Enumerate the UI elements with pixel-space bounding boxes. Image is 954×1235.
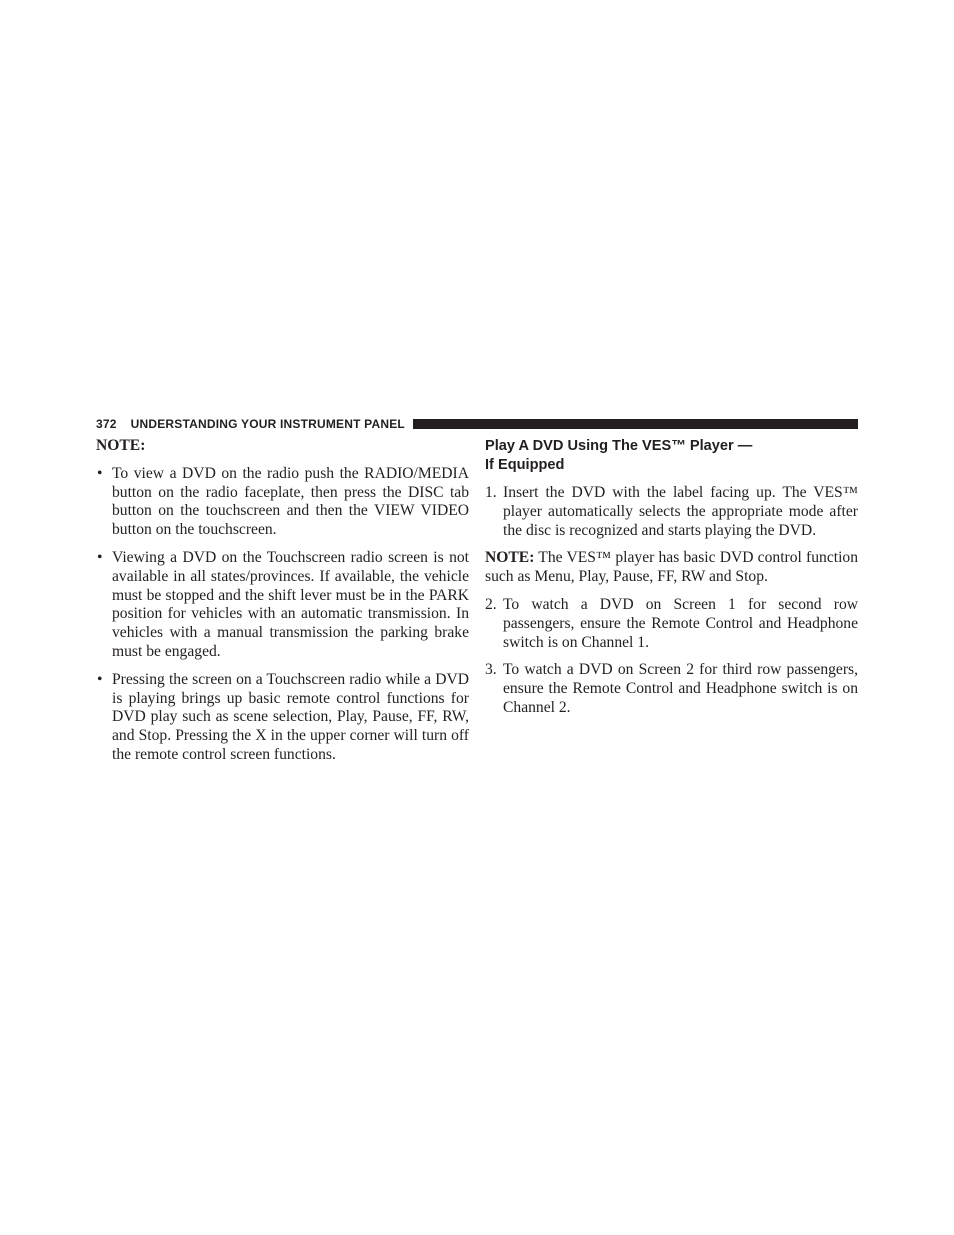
header-rule [413,419,858,429]
bullet-icon: • [97,670,103,688]
note-bullet-list [96,465,469,765]
bullet-text: Viewing a DVD on the Touchscreen radio screen is not available in all states/provinces. If available, the vehicle must be stopped and the shift lever must be in the PARK position for vehicles with an automatic transmission. In vehicles with a manual transmission the parking brake must be engaged. [112,548,469,660]
steps-list-a [485,484,858,540]
note-text: The VES™ player has basic DVD control function such as Menu, Play, Pause, FF, RW and Stop. [485,549,858,586]
list-item [96,549,469,662]
page-number: 372 [96,417,117,431]
section-title: UNDERSTANDING YOUR INSTRUMENT PANEL [130,417,405,431]
right-column [485,437,858,727]
section-heading [485,437,858,475]
note-heading: NOTE: [96,437,146,454]
step-number: 3. [485,661,497,679]
bullet-text: To view a DVD on the radio push the RADIO/MEDIA button on the radio faceplate, then press the DISC tab button on the touchscreen and then the VIEW VIDEO button on the touchscreen. [112,464,469,539]
list-item [485,661,858,717]
steps-list-b [485,596,858,718]
list-item [96,671,469,765]
left-column [96,437,469,774]
step-text: To watch a DVD on Screen 1 for second row passengers, ensure the Remote Control and Headphone switch is on Channel 1. [503,595,858,651]
note-label: NOTE: [485,549,535,567]
page-header [96,416,858,432]
step-number: 2. [485,595,497,613]
list-item [96,465,469,540]
note-paragraph [485,549,858,587]
step-text: Insert the DVD with the label facing up. The VES™ player automatically selects the appropriate mode after the disc is recognized and starts playing the DVD. [503,484,858,539]
heading-line-1: Play A DVD Using The VES™ Player — [485,438,753,454]
bullet-icon: • [97,464,103,482]
bullet-text: Pressing the screen on a Touchscreen radio while a DVD is playing brings up basic remote control functions for DVD play such as scene selection, Play, Pause, FF, RW, and Stop. Pressing the X in the upper corner will turn off the remote control screen functions. [112,670,469,763]
step-number: 1. [485,484,497,501]
bullet-icon: • [97,548,103,566]
heading-line-2: If Equipped [485,457,565,473]
list-item [485,596,858,652]
step-text: To watch a DVD on Screen 2 for third row passengers, ensure the Remote Control and Headphone switch is on Channel 2. [503,661,858,716]
list-item [485,484,858,540]
